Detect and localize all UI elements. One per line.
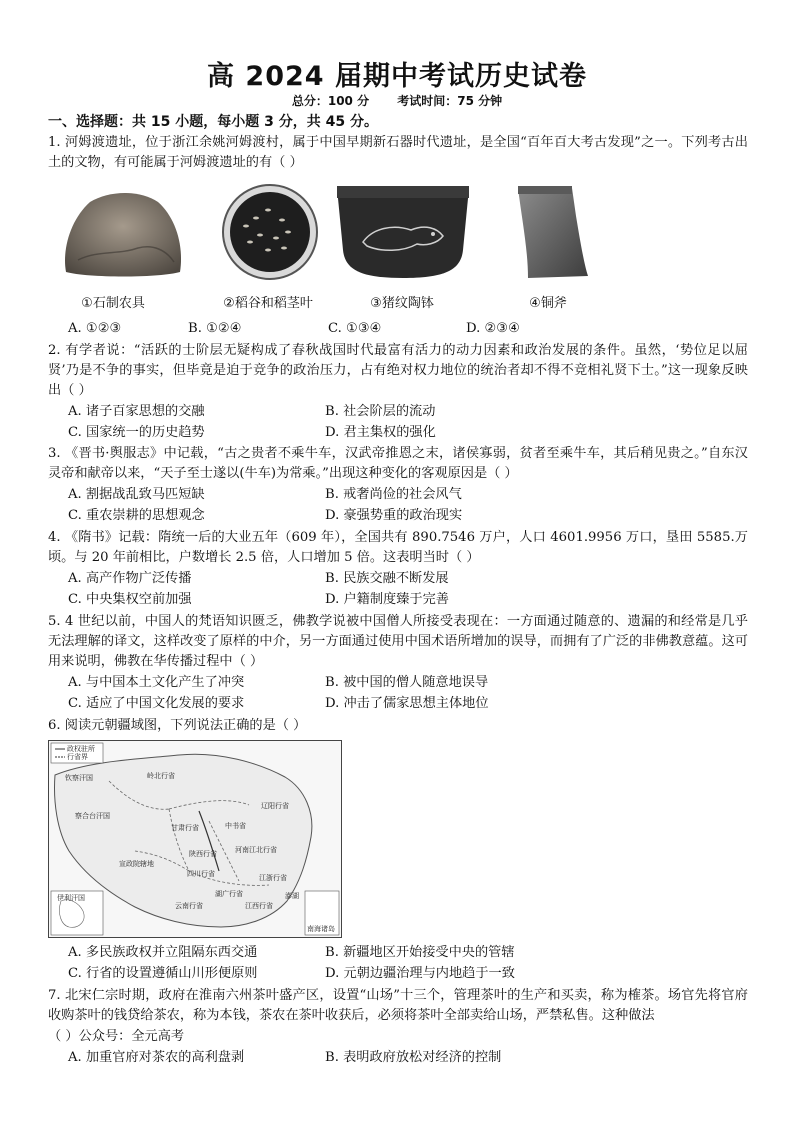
map-label-15: 伊利汗国 <box>57 894 85 902</box>
map-label-11: 湖广行省 <box>215 890 243 898</box>
total-score: 总分：100 分 <box>291 94 370 108</box>
q2-option-d[interactable]: D. 君主集权的强化 <box>325 425 436 440</box>
q4-option-b[interactable]: B. 民族交融不断发展 <box>325 571 449 586</box>
q5-option-d[interactable]: D. 冲击了儒家思想主体地位 <box>325 696 489 711</box>
q5-option-a[interactable]: A. 与中国本土文化产生了冲突 <box>68 675 245 690</box>
rice-image <box>198 180 348 290</box>
stone-tool-image <box>48 180 198 290</box>
legend-border: 行省界 <box>67 753 88 761</box>
question-7-tail: （ ）公众号：全元高考 <box>48 1029 185 1044</box>
q1-option-a[interactable]: A. ①②③ <box>68 321 122 336</box>
q4-option-d[interactable]: D. 户籍制度臻于完善 <box>325 592 449 607</box>
q5-option-b[interactable]: B. 被中国的僧人随意地误导 <box>325 675 489 690</box>
map-label-3: 察合台汗国 <box>75 812 110 820</box>
q3-option-b[interactable]: B. 戒奢尚俭的社会风气 <box>325 487 462 502</box>
question-3-text: 3. 《晋书·舆服志》中记载，“古之贵者不乘牛车，汉武帝推恩之末，诸侯寡弱，贫者至乘牛车，其后稍见贵之。”自东汉灵帝和献帝以来，“天子至士遂以(牛车)为常乘。”出现这种变化的客观原因是（ ） <box>48 446 748 481</box>
q6-option-a[interactable]: A. 多民族政权并立阻隔东西交通 <box>68 945 258 960</box>
caption-1: ①石制农具 <box>81 296 145 311</box>
map-label-6: 中书省 <box>225 822 246 830</box>
q6-option-c[interactable]: C. 行省的设置遵循山川形便原则 <box>68 966 258 981</box>
exam-time: 考试时间：75 分钟 <box>397 94 503 108</box>
q2-option-c[interactable]: C. 国家统一的历史趋势 <box>68 425 205 440</box>
pottery-image <box>333 180 473 290</box>
map-label-17: 南海诸岛 <box>307 925 335 933</box>
q4-option-c[interactable]: C. 中央集权空前加强 <box>68 592 192 607</box>
map-label-5: 甘肃行省 <box>171 824 199 832</box>
q3-option-d[interactable]: D. 豪强势重的政治现实 <box>325 508 463 523</box>
figure-bronze-axe <box>488 180 608 330</box>
map-label-16: 澎湖 <box>285 892 299 900</box>
q2-option-a[interactable]: A. 诸子百家思想的交融 <box>68 404 205 419</box>
map-label-2: 岭北行省 <box>147 772 175 780</box>
q3-option-a[interactable]: A. 割据战乱致马匹短缺 <box>68 487 205 502</box>
q6-option-b[interactable]: B. 新疆地区开始接受中央的管辖 <box>325 945 515 960</box>
q4-option-a[interactable]: A. 高产作物广泛传播 <box>68 571 192 586</box>
artifact-figures <box>48 180 748 330</box>
page-title: 高 2024 届期中考试历史试卷 <box>207 61 587 92</box>
exam-info <box>0 92 794 109</box>
caption-2: ②稻谷和稻茎叶 <box>223 296 313 311</box>
q7-option-a[interactable]: A. 加重官府对茶农的高利盘剥 <box>68 1050 245 1065</box>
map-label-10: 四川行省 <box>187 870 215 878</box>
question-4-text: 4. 《隋书》记载：隋统一后的大业五年（609 年），全国共有 890.7546 万户，人口 4601.9956 万口，垦田 5585.万顷。与 20 年前相比，户数增长 2.5 倍，人口增加 5 倍。这表明当时（ ） <box>48 530 748 565</box>
yuan-dynasty-map <box>48 740 342 938</box>
figure-stone-tool <box>48 180 198 330</box>
caption-3: ③猪纹陶钵 <box>370 296 434 311</box>
caption-4: ④铜斧 <box>529 296 567 311</box>
q1-option-c[interactable]: C. ①③④ <box>328 321 382 336</box>
question-1-text: 1. 河姆渡遗址，位于浙江余姚河姆渡村，属于中国早期新石器时代遗址，是全国“百年百大考古发现”之一。下列考古出土的文物，有可能属于河姆渡遗址的有（ ） <box>48 135 748 170</box>
map-label-7: 河南江北行省 <box>235 846 277 854</box>
map-label-14: 江西行省 <box>245 902 273 910</box>
map-label-8: 陕西行省 <box>189 850 217 858</box>
figure-rice <box>198 180 348 330</box>
bronze-axe-image <box>488 180 608 290</box>
question-6-text: 6. 阅读元朝疆域图，下列说法正确的是（ ） <box>48 718 307 733</box>
map-label-13: 云南行省 <box>175 902 203 910</box>
q1-option-d[interactable]: D. ②③④ <box>466 321 520 336</box>
q1-option-b[interactable]: B. ①②④ <box>188 321 242 336</box>
map-label-1: 钦察汗国 <box>65 774 93 782</box>
map-label-12: 江浙行省 <box>259 874 287 882</box>
q7-option-b[interactable]: B. 表明政府放松对经济的控制 <box>325 1050 502 1065</box>
question-7-text: 7. 北宋仁宗时期，政府在淮南六州茶叶盛产区，设置“山场”十三个，管理茶叶的生产和买卖，称为榷茶。场官先将官府收购茶叶的钱贷给茶农，称为本钱，茶农在茶叶收获后，必须将茶叶全部卖给山场，严禁私售。这种做法 <box>48 988 748 1023</box>
map-label-4: 辽阳行省 <box>261 802 289 810</box>
map-label-9: 宣政院辖地 <box>119 860 154 868</box>
legend-capital: 政权驻所 <box>67 745 95 753</box>
q2-option-b[interactable]: B. 社会阶层的流动 <box>325 404 436 419</box>
section-heading: 一、选择题：共 15 小题，每小题 3 分，共 45 分。 <box>48 114 378 130</box>
figure-pottery <box>333 180 473 330</box>
q6-option-d[interactable]: D. 元朝边疆治理与内地趋于一致 <box>325 966 515 981</box>
question-5-text: 5. 4 世纪以前，中国人的梵语知识匮乏，佛教学说被中国僧人所接受表现在：一方面通过随意的、遗漏的和经常是几乎无法理解的译文，这样改变了原样的中介，另一方面通过使用中国术语所增加的误导，而拥有了广泛的非佛教意蕴。这可用来说明，佛教在华传播过程中（ ） <box>48 614 748 669</box>
question-2-text: 2. 有学者说：“活跃的士阶层无疑构成了春秋战国时代最富有活力的动力因素和政治发展的条件。虽然，‘势位足以屈贤’乃是不争的事实，但毕竟是迫于竞争的政治压力，占有绝对权力地位的统治者却不得不竞相礼贤下士。”这一现象反映出（ ） <box>48 343 748 398</box>
q5-option-c[interactable]: C. 适应了中国文化发展的要求 <box>68 696 245 711</box>
q3-option-c[interactable]: C. 重农崇耕的思想观念 <box>68 508 205 523</box>
